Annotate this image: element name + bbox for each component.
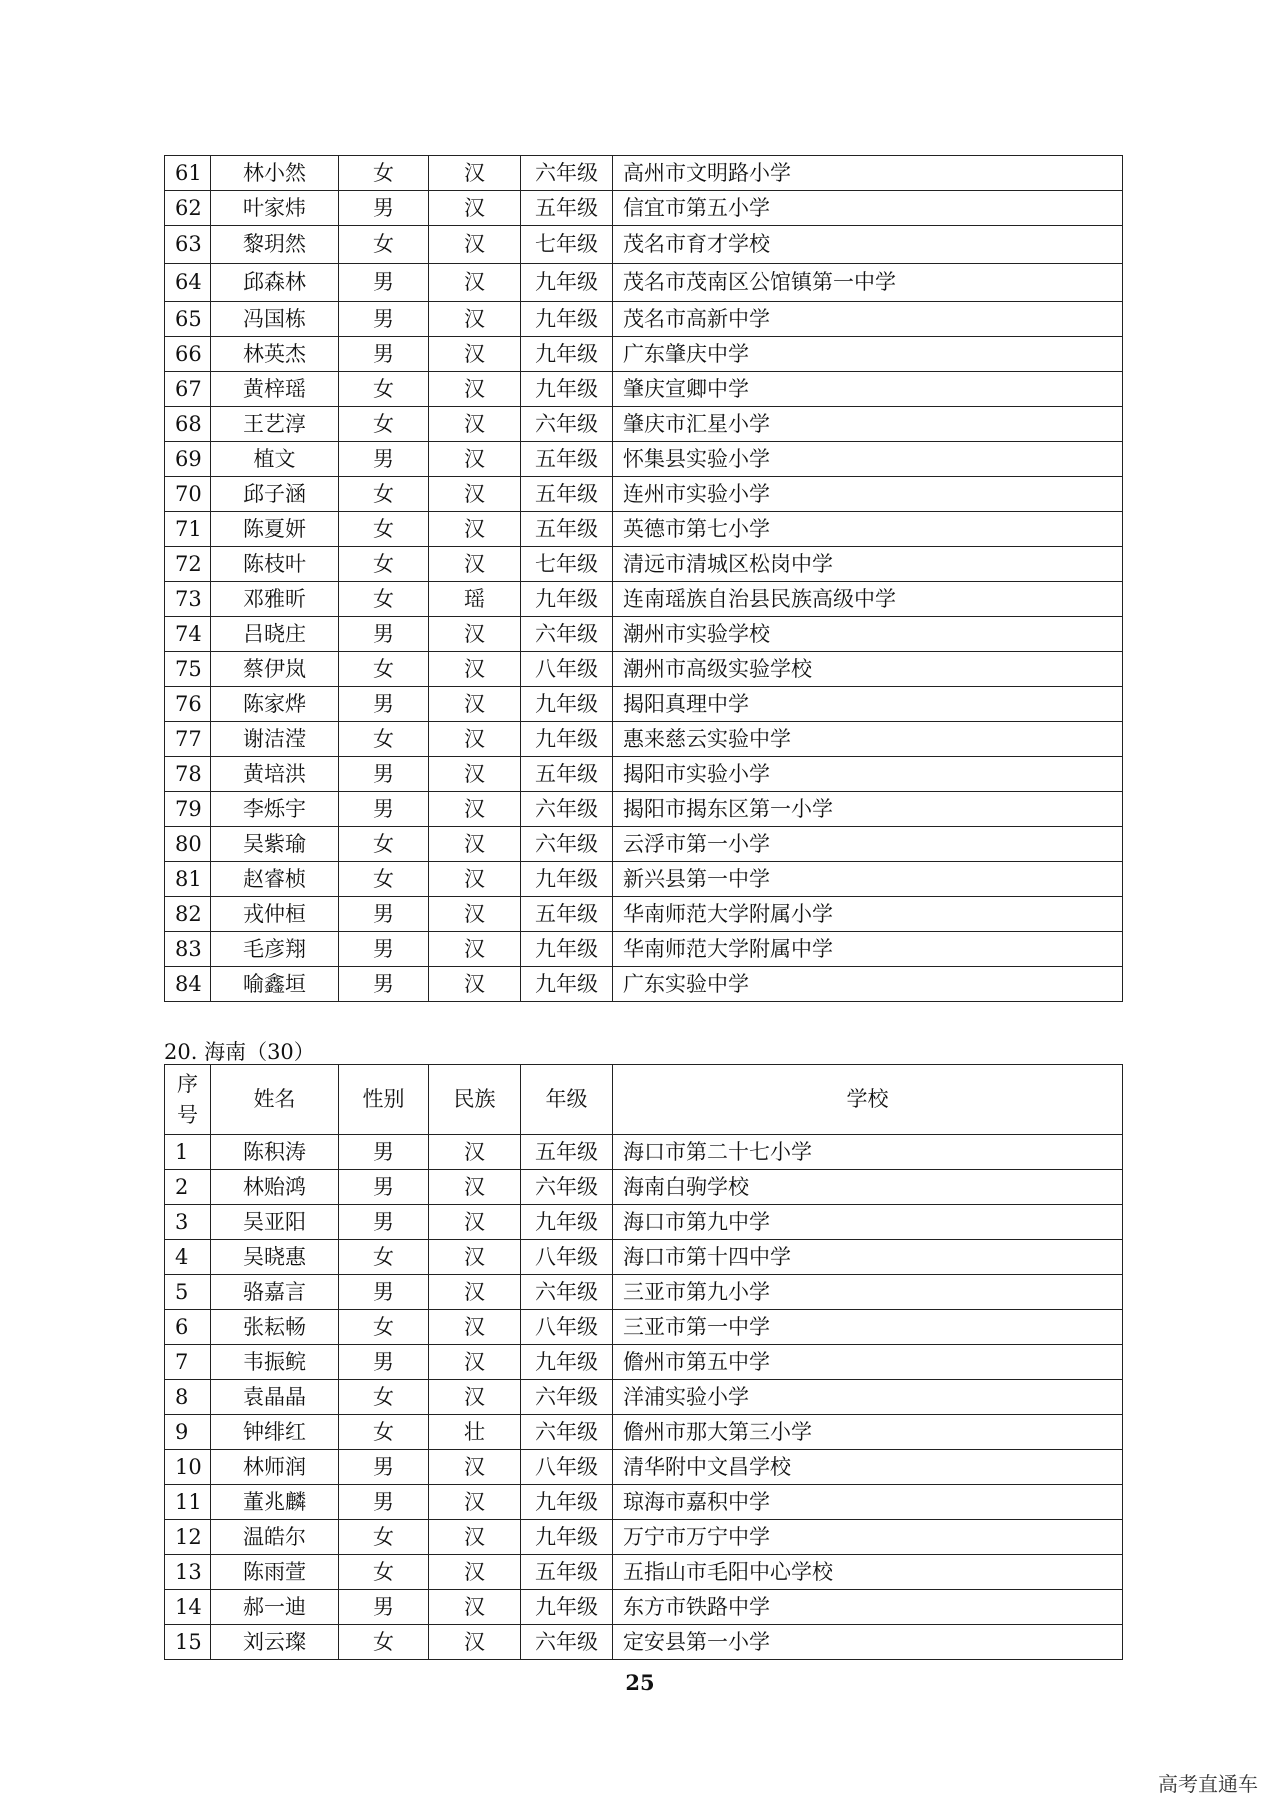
cell-grade: 八年级 [521, 1310, 613, 1345]
cell-school: 新兴县第一中学 [613, 862, 1123, 897]
cell-grade: 九年级 [521, 337, 613, 372]
cell-school: 茂名市茂南区公馆镇第一中学 [613, 264, 1123, 302]
cell-ethnicity: 汉 [429, 1590, 521, 1625]
table-row [165, 156, 1123, 191]
cell-school: 肇庆市汇星小学 [613, 407, 1123, 442]
cell-ethnicity: 汉 [429, 512, 521, 547]
cell-gender: 男 [339, 1485, 429, 1520]
cell-school: 广东肇庆中学 [613, 337, 1123, 372]
cell-ethnicity: 汉 [429, 862, 521, 897]
cell-school: 清远市清城区松岗中学 [613, 547, 1123, 582]
table-row [165, 582, 1123, 617]
table-row [165, 1555, 1123, 1590]
table-row [165, 477, 1123, 512]
cell-index: 9 [165, 1415, 211, 1450]
cell-name: 钟绯红 [211, 1415, 339, 1450]
cell-name: 陈积涛 [211, 1135, 339, 1170]
header-ethnicity: 民族 [429, 1065, 521, 1135]
cell-grade: 九年级 [521, 372, 613, 407]
cell-ethnicity: 汉 [429, 1275, 521, 1310]
table-row [165, 617, 1123, 652]
table-row [165, 967, 1123, 1002]
cell-school: 茂名市高新中学 [613, 302, 1123, 337]
cell-name: 植文 [211, 442, 339, 477]
table-row [165, 1310, 1123, 1345]
cell-gender: 男 [339, 1450, 429, 1485]
cell-school: 儋州市那大第三小学 [613, 1415, 1123, 1450]
cell-index: 8 [165, 1380, 211, 1415]
cell-ethnicity: 汉 [429, 1555, 521, 1590]
table-row [165, 1345, 1123, 1380]
cell-name: 陈雨萱 [211, 1555, 339, 1590]
header-row [165, 1065, 1123, 1135]
cell-grade: 九年级 [521, 582, 613, 617]
cell-school: 洋浦实验小学 [613, 1380, 1123, 1415]
table-row [165, 722, 1123, 757]
cell-name: 黄梓瑶 [211, 372, 339, 407]
cell-index: 80 [165, 827, 211, 862]
cell-ethnicity: 汉 [429, 226, 521, 264]
cell-gender: 女 [339, 1520, 429, 1555]
cell-name: 黎玥然 [211, 226, 339, 264]
cell-name: 温皓尔 [211, 1520, 339, 1555]
cell-grade: 五年级 [521, 1135, 613, 1170]
cell-index: 63 [165, 226, 211, 264]
cell-name: 林小然 [211, 156, 339, 191]
header-name: 姓名 [211, 1065, 339, 1135]
cell-index: 70 [165, 477, 211, 512]
cell-index: 5 [165, 1275, 211, 1310]
cell-name: 林英杰 [211, 337, 339, 372]
cell-school: 怀集县实验小学 [613, 442, 1123, 477]
cell-ethnicity: 汉 [429, 617, 521, 652]
cell-name: 毛彦翔 [211, 932, 339, 967]
cell-school: 东方市铁路中学 [613, 1590, 1123, 1625]
cell-school: 三亚市第一中学 [613, 1310, 1123, 1345]
cell-school: 信宜市第五小学 [613, 191, 1123, 226]
cell-index: 72 [165, 547, 211, 582]
cell-ethnicity: 汉 [429, 477, 521, 512]
cell-gender: 女 [339, 722, 429, 757]
cell-name: 赵睿桢 [211, 862, 339, 897]
cell-name: 陈枝叶 [211, 547, 339, 582]
cell-name: 叶家炜 [211, 191, 339, 226]
cell-ethnicity: 汉 [429, 967, 521, 1002]
table-row [165, 407, 1123, 442]
table-row [165, 932, 1123, 967]
cell-name: 邓雅昕 [211, 582, 339, 617]
cell-index: 83 [165, 932, 211, 967]
cell-grade: 五年级 [521, 477, 613, 512]
cell-school: 揭阳真理中学 [613, 687, 1123, 722]
cell-gender: 女 [339, 477, 429, 512]
cell-gender: 男 [339, 897, 429, 932]
cell-grade: 六年级 [521, 617, 613, 652]
table-row [165, 191, 1123, 226]
table-row [165, 1485, 1123, 1520]
table-row [165, 1380, 1123, 1415]
cell-index: 15 [165, 1625, 211, 1660]
cell-index: 81 [165, 862, 211, 897]
cell-name: 吴亚阳 [211, 1205, 339, 1240]
cell-ethnicity: 汉 [429, 407, 521, 442]
cell-name: 喻鑫垣 [211, 967, 339, 1002]
cell-index: 6 [165, 1310, 211, 1345]
cell-ethnicity: 汉 [429, 687, 521, 722]
cell-gender: 女 [339, 547, 429, 582]
cell-gender: 女 [339, 407, 429, 442]
cell-gender: 女 [339, 652, 429, 687]
cell-index: 79 [165, 792, 211, 827]
cell-gender: 男 [339, 442, 429, 477]
cell-index: 64 [165, 264, 211, 302]
cell-school: 揭阳市实验小学 [613, 757, 1123, 792]
cell-gender: 男 [339, 757, 429, 792]
cell-grade: 九年级 [521, 722, 613, 757]
cell-index: 76 [165, 687, 211, 722]
table-row [165, 1520, 1123, 1555]
cell-index: 68 [165, 407, 211, 442]
cell-index: 84 [165, 967, 211, 1002]
cell-index: 71 [165, 512, 211, 547]
cell-name: 李烁宇 [211, 792, 339, 827]
cell-name: 陈家烨 [211, 687, 339, 722]
cell-name: 郝一迪 [211, 1590, 339, 1625]
cell-index: 10 [165, 1450, 211, 1485]
cell-ethnicity: 汉 [429, 1345, 521, 1380]
cell-name: 张耘畅 [211, 1310, 339, 1345]
cell-index: 74 [165, 617, 211, 652]
cell-grade: 五年级 [521, 1555, 613, 1590]
cell-gender: 男 [339, 302, 429, 337]
cell-school: 揭阳市揭东区第一小学 [613, 792, 1123, 827]
cell-index: 69 [165, 442, 211, 477]
cell-name: 刘云璨 [211, 1625, 339, 1660]
cell-grade: 六年级 [521, 1380, 613, 1415]
cell-gender: 男 [339, 687, 429, 722]
cell-ethnicity: 汉 [429, 1240, 521, 1275]
table-row [165, 1170, 1123, 1205]
table-row [165, 757, 1123, 792]
cell-grade: 五年级 [521, 897, 613, 932]
cell-name: 袁晶晶 [211, 1380, 339, 1415]
cell-ethnicity: 汉 [429, 827, 521, 862]
cell-ethnicity: 汉 [429, 191, 521, 226]
cell-name: 吴紫瑜 [211, 827, 339, 862]
cell-grade: 六年级 [521, 1625, 613, 1660]
cell-school: 海口市第九中学 [613, 1205, 1123, 1240]
cell-index: 78 [165, 757, 211, 792]
cell-ethnicity: 汉 [429, 1450, 521, 1485]
cell-index: 66 [165, 337, 211, 372]
cell-name: 吕晓庄 [211, 617, 339, 652]
table-row [165, 1135, 1123, 1170]
cell-gender: 男 [339, 792, 429, 827]
cell-index: 13 [165, 1555, 211, 1590]
cell-grade: 九年级 [521, 264, 613, 302]
cell-grade: 九年级 [521, 862, 613, 897]
cell-ethnicity: 汉 [429, 372, 521, 407]
cell-school: 潮州市实验学校 [613, 617, 1123, 652]
table-row [165, 1240, 1123, 1275]
table2-body [165, 1135, 1123, 1660]
cell-grade: 六年级 [521, 827, 613, 862]
cell-grade: 五年级 [521, 442, 613, 477]
cell-grade: 七年级 [521, 547, 613, 582]
table-row [165, 1205, 1123, 1240]
cell-ethnicity: 汉 [429, 1170, 521, 1205]
cell-name: 戎仲桓 [211, 897, 339, 932]
cell-grade: 五年级 [521, 191, 613, 226]
cell-grade: 九年级 [521, 1345, 613, 1380]
cell-ethnicity: 汉 [429, 1485, 521, 1520]
table-row [165, 372, 1123, 407]
cell-school: 惠来慈云实验中学 [613, 722, 1123, 757]
cell-grade: 六年级 [521, 1415, 613, 1450]
cell-ethnicity: 汉 [429, 547, 521, 582]
cell-name: 陈夏妍 [211, 512, 339, 547]
section-title: 20. 海南（30） [164, 1040, 315, 1064]
cell-school: 广东实验中学 [613, 967, 1123, 1002]
header-gender: 性别 [339, 1065, 429, 1135]
cell-ethnicity: 汉 [429, 442, 521, 477]
cell-school: 琼海市嘉积中学 [613, 1485, 1123, 1520]
table-row [165, 226, 1123, 264]
cell-index: 67 [165, 372, 211, 407]
cell-grade: 九年级 [521, 932, 613, 967]
cell-grade: 八年级 [521, 652, 613, 687]
cell-ethnicity: 汉 [429, 264, 521, 302]
cell-ethnicity: 汉 [429, 1310, 521, 1345]
cell-ethnicity: 汉 [429, 722, 521, 757]
cell-grade: 九年级 [521, 967, 613, 1002]
cell-ethnicity: 汉 [429, 156, 521, 191]
cell-name: 董兆麟 [211, 1485, 339, 1520]
cell-grade: 五年级 [521, 512, 613, 547]
cell-school: 清华附中文昌学校 [613, 1450, 1123, 1485]
cell-index: 73 [165, 582, 211, 617]
cell-gender: 男 [339, 1135, 429, 1170]
cell-index: 4 [165, 1240, 211, 1275]
table-row [165, 1590, 1123, 1625]
table-row [165, 302, 1123, 337]
table-row [165, 1415, 1123, 1450]
cell-name: 邱森林 [211, 264, 339, 302]
cell-school: 五指山市毛阳中心学校 [613, 1555, 1123, 1590]
cell-ethnicity: 汉 [429, 1135, 521, 1170]
table-row [165, 264, 1123, 302]
cell-school: 肇庆宣卿中学 [613, 372, 1123, 407]
cell-gender: 男 [339, 967, 429, 1002]
cell-name: 林师润 [211, 1450, 339, 1485]
cell-name: 邱子涵 [211, 477, 339, 512]
watermark: 高考直通车 [1158, 1772, 1258, 1796]
cell-grade: 六年级 [521, 1170, 613, 1205]
cell-index: 61 [165, 156, 211, 191]
cell-grade: 六年级 [521, 407, 613, 442]
table-row [165, 897, 1123, 932]
cell-ethnicity: 汉 [429, 757, 521, 792]
cell-gender: 女 [339, 226, 429, 264]
cell-school: 潮州市高级实验学校 [613, 652, 1123, 687]
cell-gender: 男 [339, 1345, 429, 1380]
cell-grade: 六年级 [521, 1275, 613, 1310]
cell-school: 海口市第二十七小学 [613, 1135, 1123, 1170]
cell-school: 英德市第七小学 [613, 512, 1123, 547]
cell-gender: 男 [339, 617, 429, 652]
cell-gender: 男 [339, 1170, 429, 1205]
cell-name: 林贻鸿 [211, 1170, 339, 1205]
header-school: 学校 [613, 1065, 1123, 1135]
cell-gender: 女 [339, 582, 429, 617]
cell-name: 骆嘉言 [211, 1275, 339, 1310]
student-table-hainan [164, 1064, 1123, 1660]
table-row [165, 687, 1123, 722]
table-row [165, 512, 1123, 547]
cell-gender: 男 [339, 264, 429, 302]
table-row [165, 337, 1123, 372]
cell-grade: 九年级 [521, 1590, 613, 1625]
table2-header [165, 1065, 1123, 1135]
cell-gender: 女 [339, 862, 429, 897]
cell-school: 万宁市万宁中学 [613, 1520, 1123, 1555]
cell-grade: 九年级 [521, 1205, 613, 1240]
table-row [165, 1450, 1123, 1485]
cell-ethnicity: 汉 [429, 1520, 521, 1555]
header-grade: 年级 [521, 1065, 613, 1135]
table-row [165, 652, 1123, 687]
cell-name: 谢洁滢 [211, 722, 339, 757]
table-row [165, 827, 1123, 862]
cell-school: 华南师范大学附属小学 [613, 897, 1123, 932]
cell-index: 62 [165, 191, 211, 226]
cell-school: 连州市实验小学 [613, 477, 1123, 512]
student-table-guangdong [164, 155, 1123, 1002]
cell-ethnicity: 汉 [429, 897, 521, 932]
cell-index: 82 [165, 897, 211, 932]
cell-school: 定安县第一小学 [613, 1625, 1123, 1660]
cell-grade: 九年级 [521, 1485, 613, 1520]
table-row [165, 547, 1123, 582]
cell-school: 三亚市第九小学 [613, 1275, 1123, 1310]
cell-grade: 九年级 [521, 1520, 613, 1555]
cell-name: 王艺淳 [211, 407, 339, 442]
cell-index: 1 [165, 1135, 211, 1170]
cell-name: 黄培洪 [211, 757, 339, 792]
cell-ethnicity: 汉 [429, 792, 521, 827]
cell-name: 韦振鲩 [211, 1345, 339, 1380]
cell-grade: 五年级 [521, 757, 613, 792]
cell-gender: 男 [339, 1275, 429, 1310]
cell-ethnicity: 汉 [429, 1380, 521, 1415]
cell-ethnicity: 壮 [429, 1415, 521, 1450]
cell-grade: 六年级 [521, 156, 613, 191]
cell-gender: 男 [339, 191, 429, 226]
cell-ethnicity: 汉 [429, 302, 521, 337]
cell-gender: 女 [339, 156, 429, 191]
cell-name: 吴晓惠 [211, 1240, 339, 1275]
cell-school: 高州市文明路小学 [613, 156, 1123, 191]
cell-index: 65 [165, 302, 211, 337]
cell-index: 7 [165, 1345, 211, 1380]
cell-school: 茂名市育才学校 [613, 226, 1123, 264]
cell-ethnicity: 汉 [429, 1205, 521, 1240]
cell-gender: 男 [339, 932, 429, 967]
cell-gender: 女 [339, 372, 429, 407]
cell-grade: 六年级 [521, 792, 613, 827]
cell-school: 连南瑶族自治县民族高级中学 [613, 582, 1123, 617]
cell-gender: 女 [339, 827, 429, 862]
cell-gender: 男 [339, 337, 429, 372]
cell-gender: 女 [339, 1625, 429, 1660]
cell-ethnicity: 汉 [429, 337, 521, 372]
cell-name: 蔡伊岚 [211, 652, 339, 687]
table-row [165, 1275, 1123, 1310]
cell-index: 3 [165, 1205, 211, 1240]
cell-index: 75 [165, 652, 211, 687]
cell-school: 云浮市第一小学 [613, 827, 1123, 862]
cell-grade: 九年级 [521, 302, 613, 337]
page-number: 25 [625, 1670, 655, 1695]
cell-ethnicity: 汉 [429, 652, 521, 687]
cell-ethnicity: 汉 [429, 932, 521, 967]
cell-grade: 七年级 [521, 226, 613, 264]
table1-body [165, 156, 1123, 1002]
cell-school: 海口市第十四中学 [613, 1240, 1123, 1275]
header-index: 序 号 [165, 1065, 211, 1135]
cell-grade: 八年级 [521, 1450, 613, 1485]
cell-gender: 女 [339, 1240, 429, 1275]
cell-gender: 男 [339, 1590, 429, 1625]
cell-ethnicity: 汉 [429, 1625, 521, 1660]
cell-school: 儋州市第五中学 [613, 1345, 1123, 1380]
cell-grade: 九年级 [521, 687, 613, 722]
cell-school: 海南白驹学校 [613, 1170, 1123, 1205]
cell-gender: 女 [339, 1415, 429, 1450]
cell-index: 14 [165, 1590, 211, 1625]
table-row [165, 792, 1123, 827]
cell-index: 2 [165, 1170, 211, 1205]
cell-ethnicity: 瑶 [429, 582, 521, 617]
cell-school: 华南师范大学附属中学 [613, 932, 1123, 967]
cell-gender: 女 [339, 1380, 429, 1415]
cell-index: 11 [165, 1485, 211, 1520]
cell-name: 冯国栋 [211, 302, 339, 337]
cell-index: 12 [165, 1520, 211, 1555]
cell-index: 77 [165, 722, 211, 757]
table-row [165, 1625, 1123, 1660]
cell-grade: 八年级 [521, 1240, 613, 1275]
cell-gender: 女 [339, 1310, 429, 1345]
table-row [165, 442, 1123, 477]
cell-gender: 女 [339, 512, 429, 547]
cell-gender: 男 [339, 1205, 429, 1240]
table-row [165, 862, 1123, 897]
cell-gender: 女 [339, 1555, 429, 1590]
